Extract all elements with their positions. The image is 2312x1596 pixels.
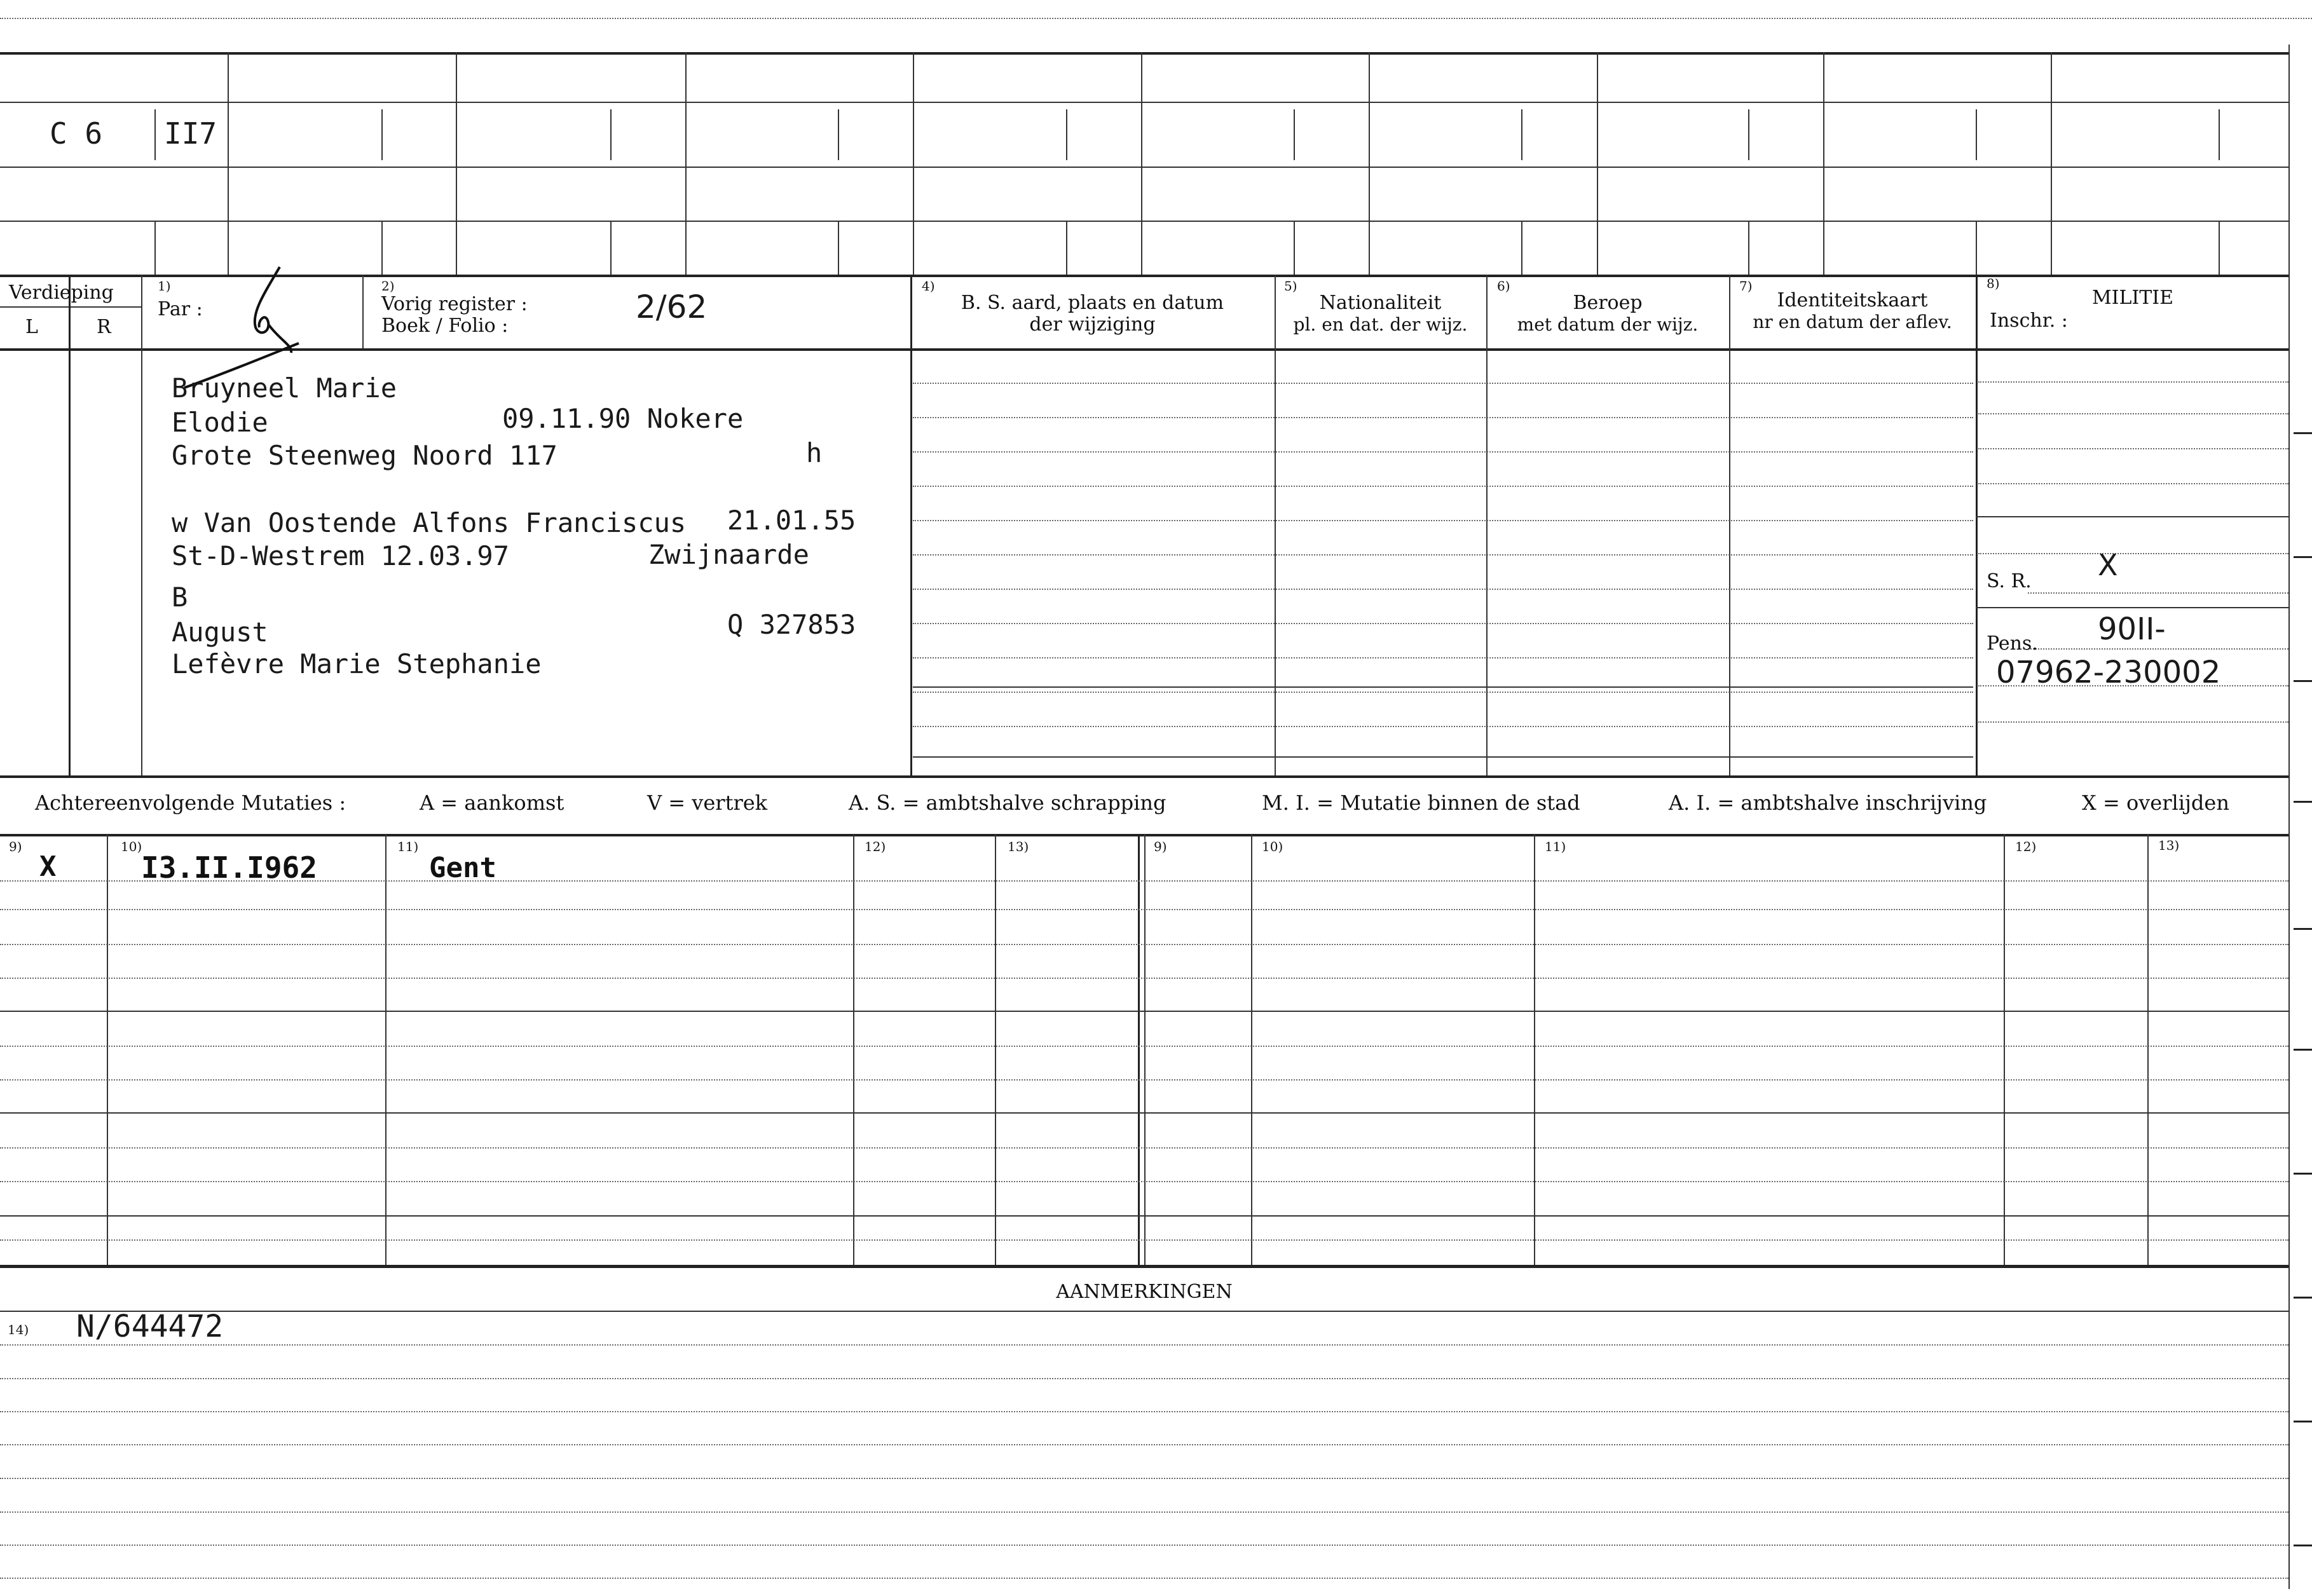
person-line3-address: Grote Steenweg Noord 117 xyxy=(172,440,557,471)
person-line7-name: August xyxy=(172,617,268,648)
pens-value-1: 90II- xyxy=(2098,611,2166,647)
person-line3-marker: h xyxy=(806,437,823,468)
nat-line1: Nationaliteit xyxy=(1319,292,1442,314)
verdieping-left: L xyxy=(25,316,38,338)
pens-label: Pens. xyxy=(1987,632,2038,655)
par-label: Par : xyxy=(158,298,203,320)
mut-col-12-right: 12) xyxy=(2015,839,2037,854)
person-line4-spouse: w Van Oostende Alfons Franciscus xyxy=(172,507,687,538)
sr-value: X xyxy=(2098,548,2118,582)
person-line4-date: 21.01.55 xyxy=(727,505,856,536)
vorig-num: 2) xyxy=(381,278,395,294)
mut-col-9-left: 9) xyxy=(9,839,22,854)
militie-inschr: Inschr. : xyxy=(1990,310,2068,332)
mut-col-11-right: 11) xyxy=(1545,839,1566,854)
aanmerkingen-title: AANMERKINGEN xyxy=(1056,1281,1233,1303)
legend-v: V = vertrek xyxy=(647,791,768,815)
legend-ai: A. I. = ambtshalve inschrijving xyxy=(1669,791,1987,815)
mut-col-10-right: 10) xyxy=(1262,839,1283,854)
mut-col-13-left: 13) xyxy=(1008,839,1029,854)
person-line8: Lefèvre Marie Stephanie xyxy=(172,648,542,679)
mut-entry-place: Gent xyxy=(429,852,496,884)
legend-a: A = aankomst xyxy=(420,791,564,815)
code-a: C 6 xyxy=(50,116,103,151)
mut-col-10-left: 10) xyxy=(121,839,142,854)
verdieping-right: R xyxy=(97,316,111,338)
militie-num: 8) xyxy=(1987,276,2000,291)
person-line5-place: St-D-Westrem 12.03.97 xyxy=(172,540,510,571)
pens-value-2: 07962-230002 xyxy=(1996,655,2221,690)
person-line1: Bruyneel Marie xyxy=(172,372,397,404)
beroep-num: 6) xyxy=(1497,278,1510,294)
id-line1: Identiteitskaart xyxy=(1777,289,1928,311)
bs-line1: B. S. aard, plaats en datum xyxy=(961,292,1224,314)
verdieping-label: Verdieping xyxy=(9,282,114,304)
person-line2-name: Elodie xyxy=(172,407,268,438)
par-num: 1) xyxy=(158,278,171,294)
mut-col-9-right: 9) xyxy=(1154,839,1167,854)
mut-entry-date: I3.II.I962 xyxy=(141,850,317,885)
person-line5-place2: Zwijnaarde xyxy=(648,539,809,570)
id-line2: nr en datum der aflev. xyxy=(1753,311,1952,332)
mut-col-11-left: 11) xyxy=(397,839,419,854)
id-num: 7) xyxy=(1739,278,1753,294)
person-line7-code: Q 327853 xyxy=(727,609,856,640)
legend-x: X = overlijden xyxy=(2082,791,2229,815)
nat-line2: pl. en dat. der wijz. xyxy=(1293,314,1468,335)
mut-col-13-right: 13) xyxy=(2158,838,2180,853)
legend-as: A. S. = ambtshalve schrapping xyxy=(849,791,1166,815)
mut-entry-type: X xyxy=(39,850,57,883)
code-b: II7 xyxy=(164,116,217,151)
person-line6: B xyxy=(172,582,188,613)
nat-num: 5) xyxy=(1284,278,1297,294)
beroep-line2: met datum der wijz. xyxy=(1517,314,1699,335)
militie-title: MILITIE xyxy=(2091,287,2174,309)
mutaties-title: Achtereenvolgende Mutaties : xyxy=(35,791,346,815)
legend-mi: M. I. = Mutatie binnen de stad xyxy=(1262,791,1580,815)
vorig-label-2: Boek / Folio : xyxy=(381,315,509,337)
bs-line2: der wijziging xyxy=(1029,313,1156,336)
person-line2-birth: 09.11.90 Nokere xyxy=(502,403,744,434)
bs-num: 4) xyxy=(922,278,935,294)
vorig-label-1: Vorig register : xyxy=(381,293,528,315)
sr-label: S. R. xyxy=(1987,570,2032,592)
vorig-value: 2/62 xyxy=(636,289,708,325)
beroep-line1: Beroep xyxy=(1573,292,1643,314)
aanmerkingen-num: 14) xyxy=(8,1322,29,1337)
aanmerkingen-value: N/644472 xyxy=(76,1309,224,1344)
mut-col-12-left: 12) xyxy=(865,839,886,854)
